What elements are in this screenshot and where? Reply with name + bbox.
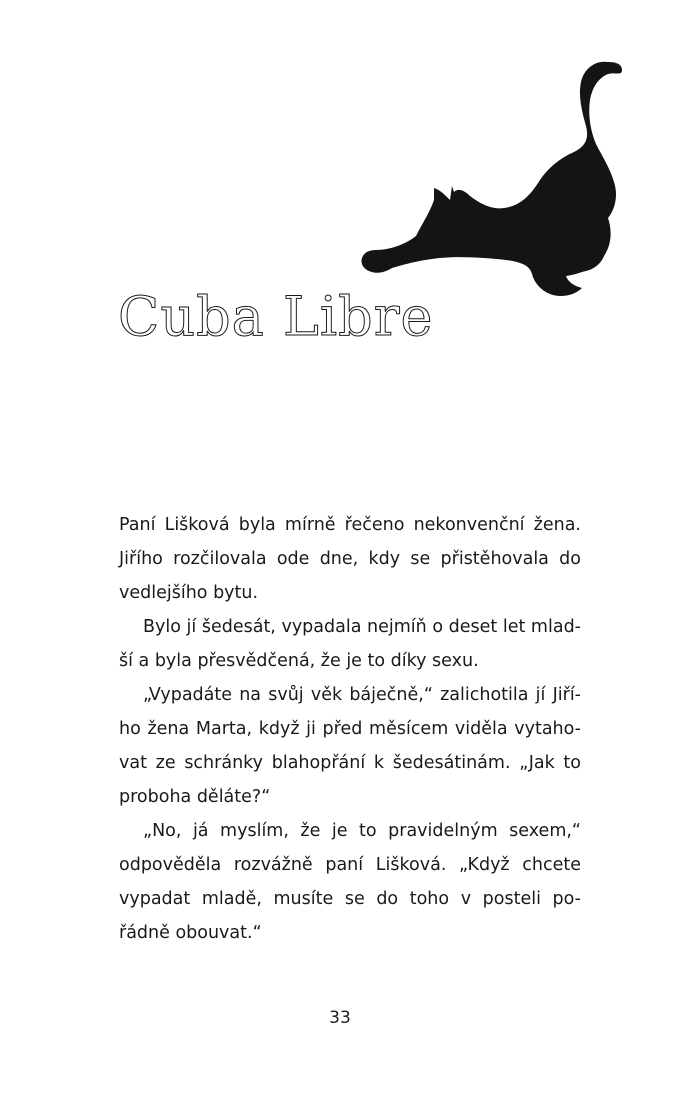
text-line: vat ze schránky blahopřání k šedesátinám. „Jak to xyxy=(119,753,581,773)
text-line: „No, já myslím, že je to pravidelným sexem,“ xyxy=(143,821,581,841)
paragraph-1 xyxy=(119,508,581,610)
text-line: odpověděla rozvážně paní Lišková. „Když chcete xyxy=(119,855,581,875)
text-line: Jiřího rozčilovala ode dne, kdy se přistěhovala do xyxy=(119,549,581,569)
paragraph-2 xyxy=(119,610,581,678)
page-number: 33 xyxy=(329,1008,351,1028)
text-line: vedlejšího bytu. xyxy=(119,583,259,603)
paragraph-4 xyxy=(119,814,581,950)
paragraph-3 xyxy=(119,678,581,814)
text-line: ho žena Marta, když ji před měsícem viděla vytaho- xyxy=(119,719,581,739)
text-line: proboha děláte?“ xyxy=(119,787,271,807)
chapter-title-text: Cuba Libre xyxy=(118,285,434,348)
text-line: „Vypadáte na svůj věk báječně,“ zalichotila jí Jiří- xyxy=(143,685,581,705)
text-line: vypadat mladě, musíte se do toho v posteli po- xyxy=(119,889,581,909)
text-line: Bylo jí šedesát, vypadala nejmíň o deset let mlad- xyxy=(143,617,581,637)
chapter-body xyxy=(119,508,581,950)
stretching-cat-icon xyxy=(360,60,630,300)
text-line: Paní Lišková byla mírně řečeno nekonvenční žena. xyxy=(119,515,581,535)
text-line: ší a byla přesvědčená, že je to díky sexu. xyxy=(119,651,479,671)
text-line: řádně obouvat.“ xyxy=(119,923,262,943)
chapter-title xyxy=(118,285,434,348)
